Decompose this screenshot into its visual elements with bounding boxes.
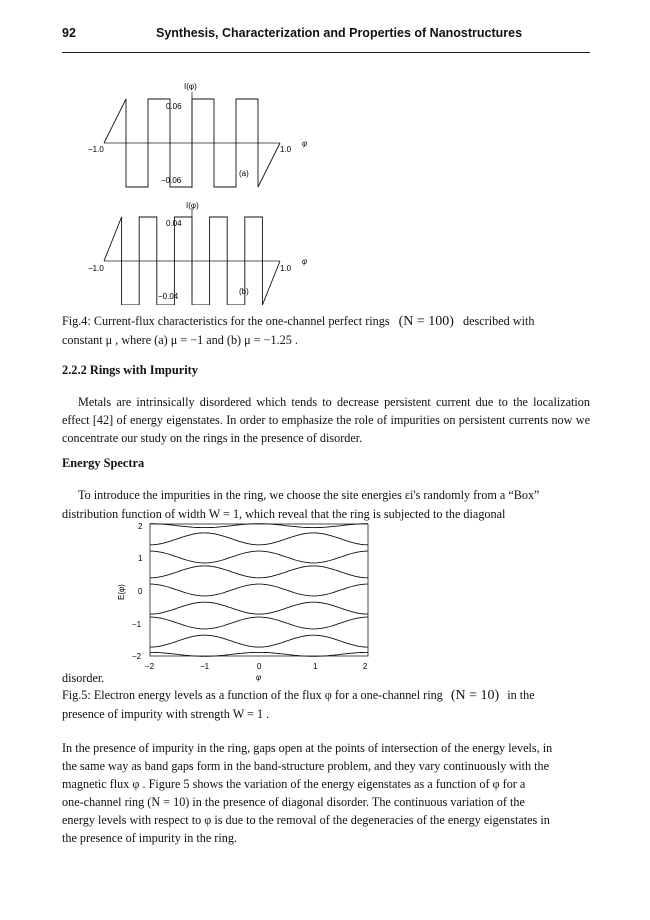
subsection-heading: Energy Spectra — [62, 456, 145, 470]
fig4-caption-line1: Fig.4: Current-flux characteristics for the one-channel perfect rings — [62, 314, 390, 328]
paragraph-impurities-line1: To introduce the impurities in the ring, we choose the site energies εi's randomly from a “Box” — [78, 488, 540, 502]
fig5-caption-line1: Fig.5: Electron energy levels as a function of the flux φ for a one-channel ring — [62, 688, 443, 702]
fig4a-panel-label: (a) — [239, 169, 249, 178]
fig5-energy-level — [150, 602, 368, 614]
fig4b-xtick-left: −1.0 — [88, 264, 104, 273]
fig4-caption-math: (N = 100) — [398, 314, 454, 329]
paragraph-gaps — [62, 739, 590, 847]
fig4a-xtick-left: −1.0 — [88, 145, 104, 154]
fig4a-ylabel: I(φ) — [184, 82, 197, 91]
fig4a-xlabel: φ — [302, 139, 308, 148]
paragraph-gaps-line6: the presence of impurity in the ring. — [62, 831, 237, 845]
fig5-ytick-m1: −1 — [132, 620, 142, 629]
fig5-energy-level — [150, 635, 368, 647]
page-number: 92 — [62, 26, 76, 40]
running-header — [62, 22, 590, 53]
fig4-plots — [80, 80, 340, 305]
paragraph-gaps-line4: one-channel ring (N = 10) in the presence of diagonal disorder. The continuous variation of the — [62, 795, 525, 809]
paragraph-metals: Metals are intrinsically disordered which tends to decrease persistent current due to the localization effect [42] of energy eigenstates. In order to emphasize the role of impurities on persistent currents now we concentrate our study on the rings in the presence of disorder. — [62, 395, 590, 445]
paragraph-gaps-line1: In the presence of impurity in the ring, gaps open at the points of intersection of the energy levels, in — [62, 741, 553, 755]
fig5-ytick-2: 2 — [138, 522, 143, 531]
fig4b-xtick-right: 1.0 — [280, 264, 292, 273]
section-heading: 2.2.2 Rings with Impurity — [62, 363, 198, 377]
running-title: Synthesis, Characterization and Properties of Nanostructures — [156, 26, 523, 40]
fig4-caption — [62, 312, 590, 349]
paragraph-gaps-line2: the same way as band gaps form in the band-structure problem, and they vary continuously with the — [62, 759, 550, 773]
fig5-energy-level — [150, 617, 368, 629]
fig5-energy-level — [150, 584, 368, 596]
fig4a-ytick-bottom: −0.06 — [161, 176, 182, 185]
fig5-xtick-1: 1 — [313, 662, 318, 671]
fig4b-ytick-top: 0.04 — [166, 219, 182, 228]
fig5-caption-math: (N = 10) — [450, 688, 500, 703]
fig5-energy-level — [150, 566, 368, 578]
fig5-levels — [150, 524, 368, 657]
fig5-xtick-2: 2 — [363, 662, 368, 671]
paragraph-impurities-line2: distribution function of width W = 1, which reveal that the ring is subjected to the diagonal — [62, 507, 506, 521]
fig4a-xtick-right: 1.0 — [280, 145, 292, 154]
fig5-ylabel: E(φ) — [117, 584, 126, 600]
paragraph-gaps-line3: magnetic flux φ . Figure 5 shows the variation of the energy eigenstates as a function of φ for a — [62, 777, 526, 791]
fig4a-ytick-top: 0.06 — [166, 102, 182, 111]
fig4b-ylabel: I(φ) — [186, 201, 199, 210]
fig4b-panel — [88, 201, 307, 305]
fig5-energy-level — [150, 533, 368, 545]
fig4a-panel — [88, 82, 307, 188]
fig5-caption-line2: presence of impurity with strength W = 1 . — [62, 707, 270, 721]
fig5-plot — [110, 520, 380, 686]
fig5-xtick-m1: −1 — [200, 662, 210, 671]
fig5-frame — [150, 524, 368, 656]
fig4b-panel-label: (b) — [239, 287, 249, 296]
fig4-caption-line1-end: described with — [463, 314, 535, 328]
fig5-xtick-0: 0 — [257, 662, 262, 671]
paragraph-impurities-line3: disorder. — [62, 671, 105, 685]
fig5-caption-line1-end: in the — [507, 688, 535, 702]
fig5-caption — [62, 686, 590, 723]
fig4b-xlabel: φ — [302, 257, 308, 266]
fig5-xtick-m2: −2 — [145, 662, 155, 671]
fig5-xlabel: φ — [256, 673, 262, 682]
fig5-ytick-m2: −2 — [132, 652, 142, 661]
fig5-ytick-0: 0 — [138, 587, 143, 596]
fig5-energy-level — [150, 551, 368, 563]
fig4-caption-line2: constant μ , where (a) μ = −1 and (b) μ = −1.25 . — [62, 333, 298, 347]
fig4b-ytick-bottom: −0.04 — [158, 292, 179, 301]
paragraph-gaps-line5: energy levels with respect to φ is due to the removal of the degeneracies of the energy eigenstates in — [62, 813, 550, 827]
fig5-ytick-1: 1 — [138, 554, 143, 563]
